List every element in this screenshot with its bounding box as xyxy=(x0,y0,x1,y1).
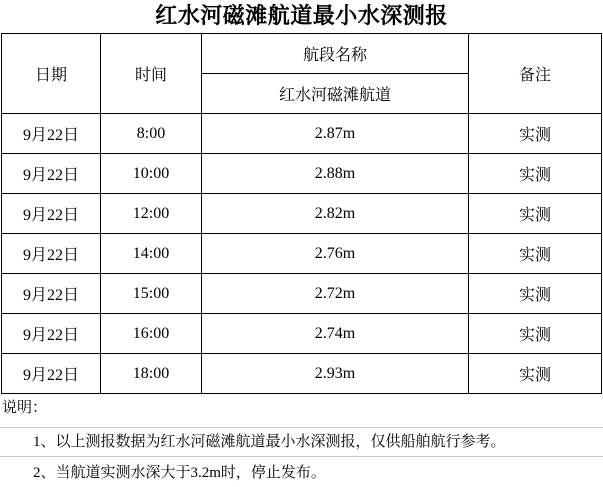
cell-date: 9月22日 xyxy=(2,354,101,394)
table-row xyxy=(2,274,602,314)
cell-date: 9月22日 xyxy=(2,274,101,314)
cell-remark: 实测 xyxy=(469,314,602,354)
page-title: 红水河磁滩航道最小水深测报 xyxy=(155,3,448,28)
table-row xyxy=(2,354,602,394)
note-item-1: 1、以上测报数据为红水河磁滩航道最小水深测报，仅供船舶航行参考。 xyxy=(0,427,603,456)
header-time: 时间 xyxy=(101,34,202,114)
header-remark: 备注 xyxy=(469,34,602,114)
cell-time: 15:00 xyxy=(101,274,202,314)
header-row-1 xyxy=(2,34,602,74)
cell-date: 9月22日 xyxy=(2,314,101,354)
cell-remark: 实测 xyxy=(469,354,602,394)
cell-date: 9月22日 xyxy=(2,194,101,234)
cell-remark: 实测 xyxy=(469,274,602,314)
cell-time: 14:00 xyxy=(101,234,202,274)
notes-label: 说明： xyxy=(2,400,48,416)
cell-depth: 2.93m xyxy=(202,354,469,394)
water-depth-table xyxy=(1,33,602,394)
table-row xyxy=(2,194,602,234)
cell-time: 8:00 xyxy=(101,114,202,154)
cell-depth: 2.72m xyxy=(202,274,469,314)
cell-depth: 2.87m xyxy=(202,114,469,154)
cell-remark: 实测 xyxy=(469,114,602,154)
cell-depth: 2.88m xyxy=(202,154,469,194)
cell-date: 9月22日 xyxy=(2,154,101,194)
table-row xyxy=(2,154,602,194)
cell-depth: 2.74m xyxy=(202,314,469,354)
header-date: 日期 xyxy=(2,34,101,114)
table-row xyxy=(2,234,602,274)
cell-time: 12:00 xyxy=(101,194,202,234)
cell-time: 10:00 xyxy=(101,154,202,194)
cell-date: 9月22日 xyxy=(2,234,101,274)
note-item-2: 2、当航道实测水深大于3.2m时，停止发布。 xyxy=(0,456,603,487)
cell-depth: 2.76m xyxy=(202,234,469,274)
cell-depth: 2.82m xyxy=(202,194,469,234)
cell-remark: 实测 xyxy=(469,234,602,274)
cell-time: 18:00 xyxy=(101,354,202,394)
cell-remark: 实测 xyxy=(469,194,602,234)
header-section-name: 红水河磁滩航道 xyxy=(202,74,469,114)
cell-time: 16:00 xyxy=(101,314,202,354)
table-row xyxy=(2,114,602,154)
table-row xyxy=(2,314,602,354)
cell-date: 9月22日 xyxy=(2,114,101,154)
cell-remark: 实测 xyxy=(469,154,602,194)
header-section-group: 航段名称 xyxy=(202,34,469,74)
